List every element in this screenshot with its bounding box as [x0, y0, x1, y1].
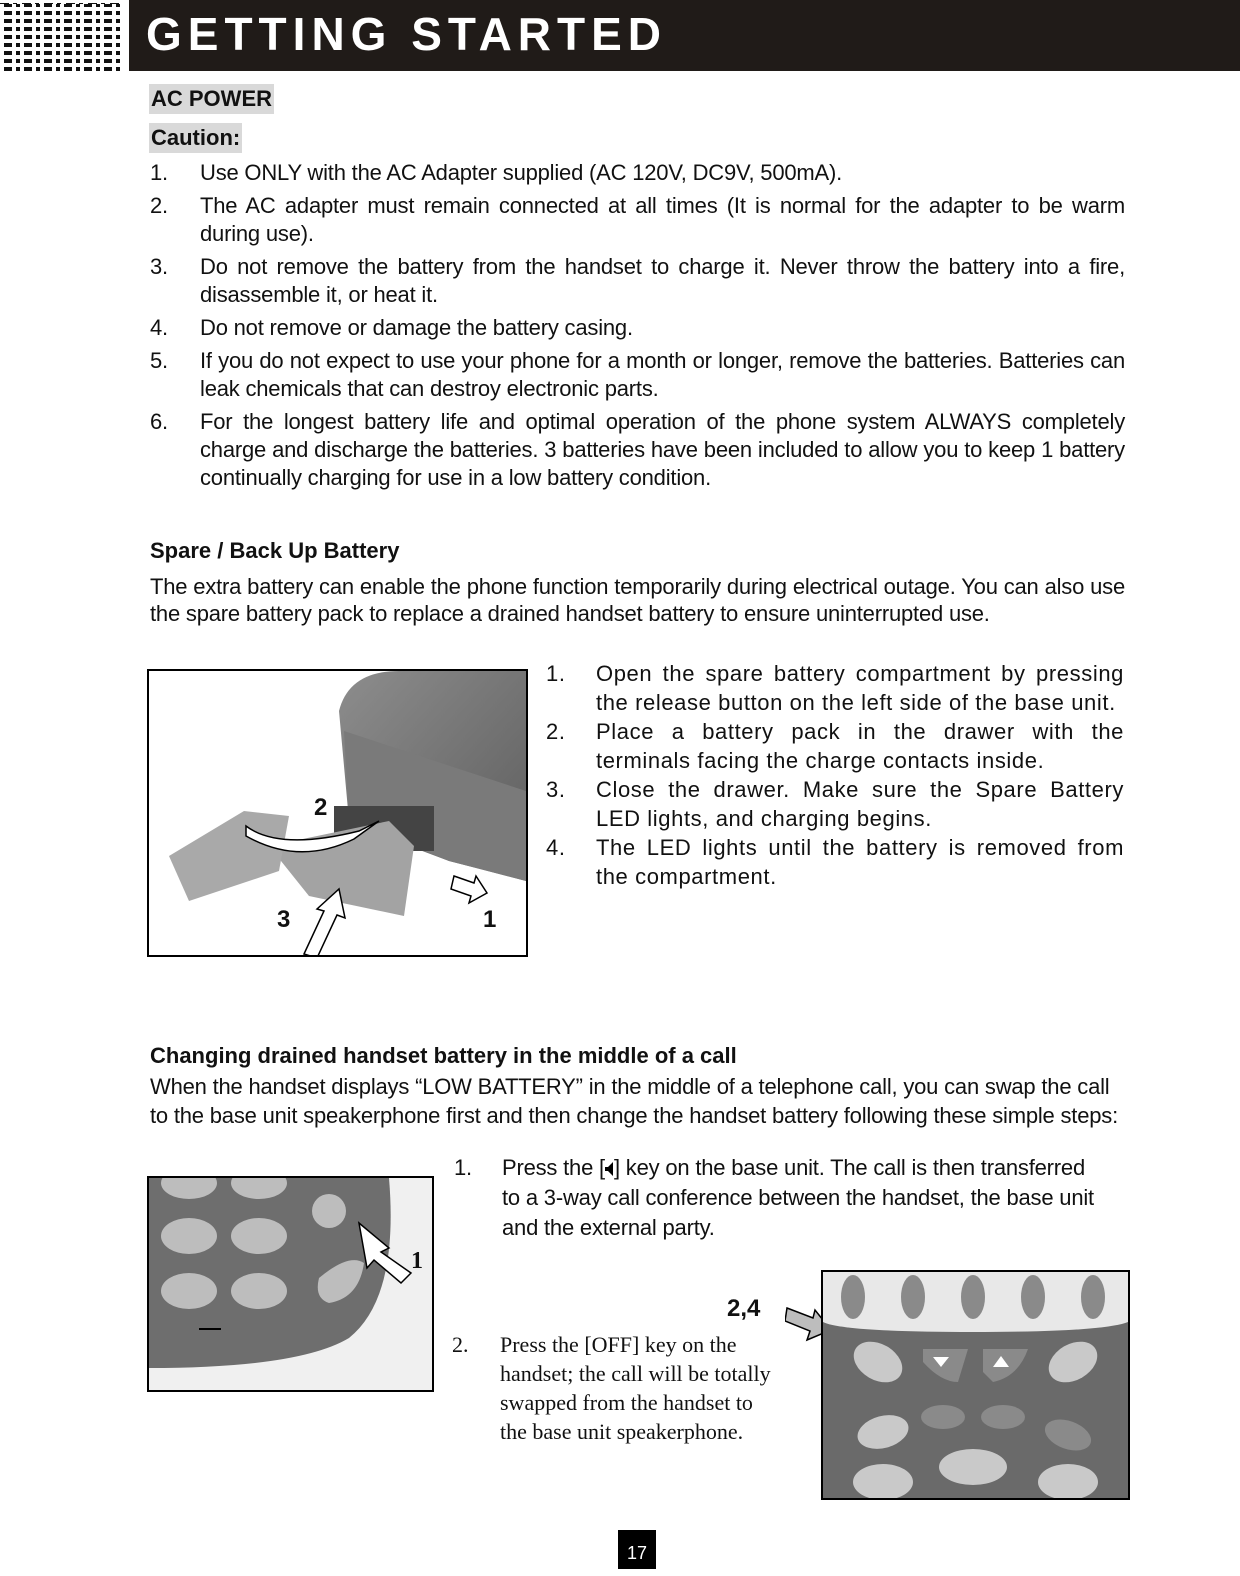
handset-keypad-figure	[821, 1270, 1130, 1500]
page-number: 17	[618, 1530, 656, 1569]
changing-battery-intro: When the handset displays “LOW BATTERY” in the middle of a telephone call, you can swap the call to the base unit speakerphone first and then change the handset battery following these simple steps:	[150, 1074, 1118, 1128]
list-item: 6. For the longest battery life and optimal operation of the phone system ALWAYS completely charge and discharge the batteries. 3 batteries have been included to allow you to keep 1 battery continually charging for use in a low battery condition.	[150, 409, 1125, 490]
list-item: 1. Open the spare battery compartment by pressing the release button on the left side of the base unit.	[546, 661, 1124, 715]
decorative-pattern-offset	[0, 4, 122, 71]
caution-list	[150, 159, 1125, 492]
callout-3: 3	[277, 906, 291, 933]
caution-label: Caution:	[149, 123, 242, 153]
handset-keypad-illustration	[823, 1272, 1128, 1498]
list-item: 5. If you do not expect to use your phone for a month or longer, remove the batteries. Batteries can leak chemicals that can destroy electronic parts.	[150, 348, 1125, 401]
spare-battery-figure	[147, 669, 528, 957]
base-unit-keypad-figure	[147, 1176, 434, 1392]
page-title: GETTING STARTED	[146, 8, 668, 60]
caution-label-wrap	[149, 123, 242, 153]
ac-power-heading-wrap	[149, 84, 274, 114]
list-item: 4. The LED lights until the battery is removed from the compartment.	[546, 835, 1124, 889]
callout-2-4: 2,4	[727, 1295, 761, 1322]
base-unit-keypad-illustration	[149, 1178, 432, 1390]
section-header-bar	[129, 0, 1240, 71]
spare-battery-steps	[546, 659, 1124, 891]
list-item: 4. Do not remove or damage the battery casing.	[150, 315, 633, 340]
callout-1: 1	[411, 1248, 423, 1274]
changing-step-2: 2. Press the [OFF] key on the handset; the call will be totally swapped from the handset to the base unit speakerphone.	[452, 1332, 771, 1444]
speaker-key-icon	[605, 1154, 614, 1168]
spare-battery-intro: The extra battery can enable the phone function temporarily during electrical outage. You can also use the spare battery pack to replace a drained handset battery to ensure uninterrupted use.	[150, 574, 1125, 626]
changing-step-1: 1. Press the [ ] key on the base unit. The call is then transferred to a 3-way call conference between the handset, the base unit and the external party.	[454, 1155, 1094, 1240]
ac-power-heading: AC POWER	[149, 84, 274, 114]
spare-battery-heading: Spare / Back Up Battery	[150, 538, 400, 563]
callout-1: 1	[483, 906, 497, 933]
changing-battery-heading: Changing drained handset battery in the middle of a call	[150, 1043, 737, 1068]
list-item: 2. The AC adapter must remain connected at all times (It is normal for the adapter to be warm during use).	[150, 193, 1125, 246]
list-item: 3. Close the drawer. Make sure the Spare Battery LED lights, and charging begins.	[546, 777, 1124, 831]
list-item: 1. Use ONLY with the AC Adapter supplied (AC 120V, DC9V, 500mA).	[150, 160, 843, 185]
callout-2: 2	[314, 794, 328, 821]
list-item: 2. Place a battery pack in the drawer with the terminals facing the charge contacts inside.	[546, 719, 1124, 773]
base-unit-drawer-illustration	[149, 671, 526, 955]
list-item: 3. Do not remove the battery from the handset to charge it. Never throw the battery into a fire, disassemble it, or heat it.	[150, 254, 1125, 307]
